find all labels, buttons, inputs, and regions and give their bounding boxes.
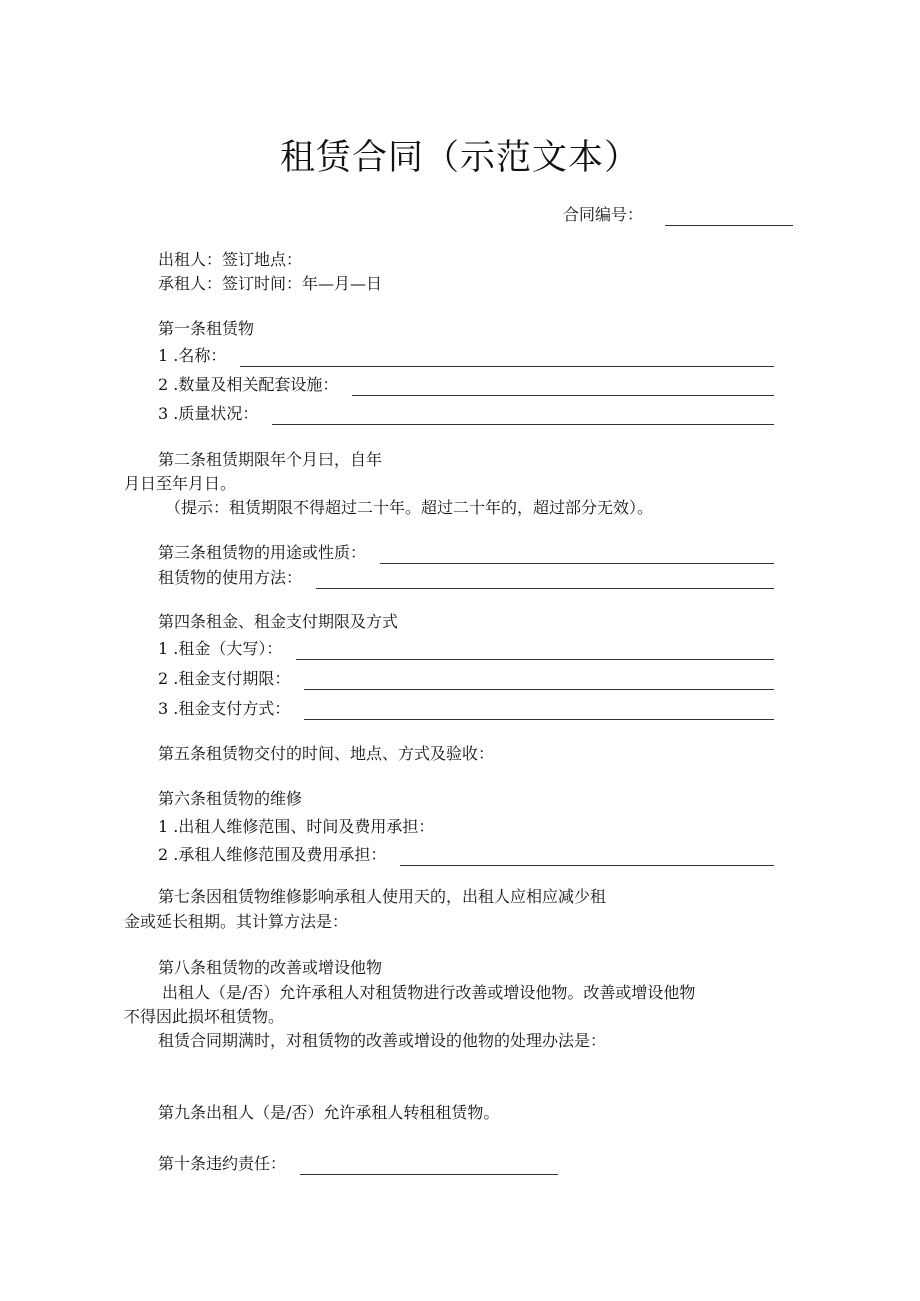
- page-title: 租赁合同（示范文本）: [279, 138, 640, 178]
- item-label: 2 .承租人维修范围及费用承担：: [158, 845, 387, 864]
- article-6-heading: 第六条租赁物的维修: [158, 789, 303, 808]
- article-6-item-lessee: [158, 844, 774, 866]
- article-4-item-method: [158, 698, 774, 720]
- article-8-line-1: 出租人（是/否）允许承租人对租赁物进行改善或增设他物。改善或增设他物: [162, 983, 696, 1002]
- article-7-line-1: 第七条因租赁物维修影响承租人使用天的，出租人应相应减少租: [158, 887, 607, 906]
- article-1-item-name: [158, 345, 774, 367]
- purpose-field[interactable]: [380, 547, 774, 564]
- article-4-item-term: [158, 668, 774, 690]
- article-1-heading: 第一条租赁物: [158, 319, 255, 338]
- article-1-item-quantity: [158, 374, 774, 396]
- article-3-line-1: [158, 542, 774, 564]
- item-label: 1 .名称：: [158, 346, 227, 365]
- item-label: 3 .质量状况：: [158, 404, 259, 423]
- item-label: 2 .数量及相关配套设施：: [158, 375, 339, 394]
- contract-number-row: [563, 204, 793, 226]
- contract-number-label: 合同编号：: [563, 205, 644, 224]
- quality-field[interactable]: [272, 408, 774, 425]
- article-1-item-quality: [158, 403, 774, 425]
- article-2-hint: （提示：租赁期限不得超过二十年。超过二十年的，超过部分无效）。: [165, 498, 654, 517]
- item-label: 第三条租赁物的用途或性质：: [158, 543, 367, 562]
- article-6-item-lessor: 1 .出租人维修范围、时间及费用承担：: [158, 817, 435, 836]
- name-field[interactable]: [240, 350, 774, 367]
- liability-field[interactable]: [300, 1158, 558, 1175]
- rent-amount-field[interactable]: [296, 643, 774, 660]
- payment-method-field[interactable]: [304, 703, 774, 720]
- item-label: 1 .租金（大写）：: [158, 639, 283, 658]
- item-label: 3 .租金支付方式：: [158, 699, 291, 718]
- payment-term-field[interactable]: [304, 673, 774, 690]
- article-5-line-1: 第五条租赁物交付的时间、地点、方式及验收：: [158, 744, 495, 763]
- article-8-heading: 第八条租赁物的改善或增设他物: [158, 958, 383, 977]
- article-2-line-1: 第二条租赁期限年个月曰，自年: [158, 450, 383, 469]
- item-label: 租赁物的使用方法：: [158, 568, 303, 587]
- lessee-line: 承租人：签订时间：年—月—日: [158, 274, 383, 293]
- article-4-heading: 第四条租金、租金支付期限及方式: [158, 612, 399, 631]
- article-8-line-3: 租赁合同期满时，对租赁物的改善或增设的他物的处理办法是：: [158, 1031, 607, 1050]
- item-label: 第十条违约责任：: [158, 1154, 287, 1173]
- lessor-line: 出租人：签订地点：: [158, 250, 303, 269]
- quantity-field[interactable]: [352, 379, 774, 396]
- article-2-line-2: 月日至年月日。: [124, 474, 237, 493]
- article-9-line-1: 第九条出租人（是/否）允许承租人转租租赁物。: [158, 1103, 500, 1122]
- article-7-line-2: 金或延长租期。其计算方法是：: [124, 912, 349, 931]
- lessee-repair-field[interactable]: [400, 849, 774, 866]
- article-8-line-2: 不得因此损坏租赁物。: [124, 1007, 285, 1026]
- article-10-line-1: [158, 1153, 558, 1175]
- article-3-line-2: [158, 567, 774, 589]
- contract-number-field[interactable]: [665, 209, 793, 226]
- item-label: 2 .租金支付期限：: [158, 669, 291, 688]
- usage-method-field[interactable]: [316, 572, 774, 589]
- article-4-item-rent: [158, 638, 774, 660]
